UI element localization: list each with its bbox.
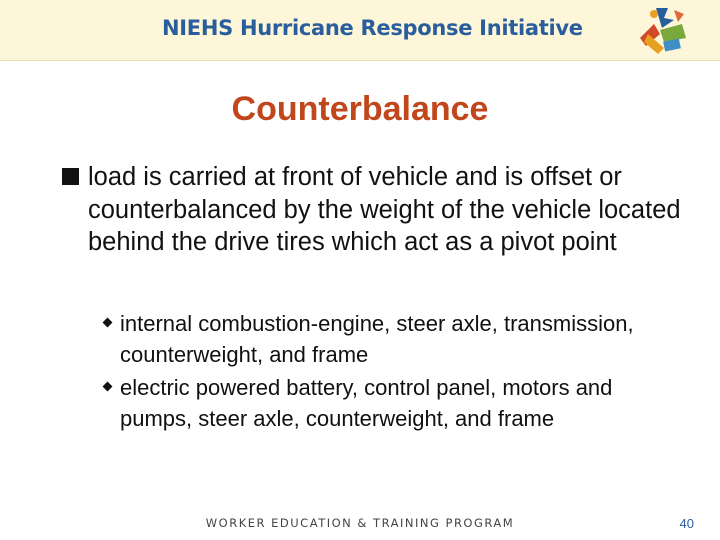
main-bullet-text: load is carried at front of vehicle and is offset or counterbalanced by the weight of the vehicle located behind the drive tires which act as a pivot point	[88, 163, 681, 256]
main-bullet	[62, 161, 682, 259]
diamond-bullet-icon	[103, 382, 113, 392]
sub-bullet-item	[104, 372, 664, 434]
slide-title: Counterbalance	[231, 90, 489, 128]
header-banner	[0, 0, 720, 61]
hurricane-response-logo-icon	[634, 4, 690, 56]
sub-bullet-text: electric powered battery, control panel, motors and pumps, steer axle, counterweight, and frame	[120, 375, 613, 431]
sub-bullet-list	[104, 308, 664, 436]
page-number: 40	[679, 516, 694, 531]
header-title: NIEHS Hurricane Response Initiative	[162, 16, 583, 40]
sub-bullet-item	[104, 308, 664, 370]
square-bullet-icon	[62, 168, 79, 185]
diamond-bullet-icon	[103, 318, 113, 328]
sub-bullet-text: internal combustion-engine, steer axle, transmission, counterweight, and frame	[120, 311, 634, 367]
footer-program: WORKER EDUCATION & TRAINING PROGRAM	[205, 516, 515, 530]
